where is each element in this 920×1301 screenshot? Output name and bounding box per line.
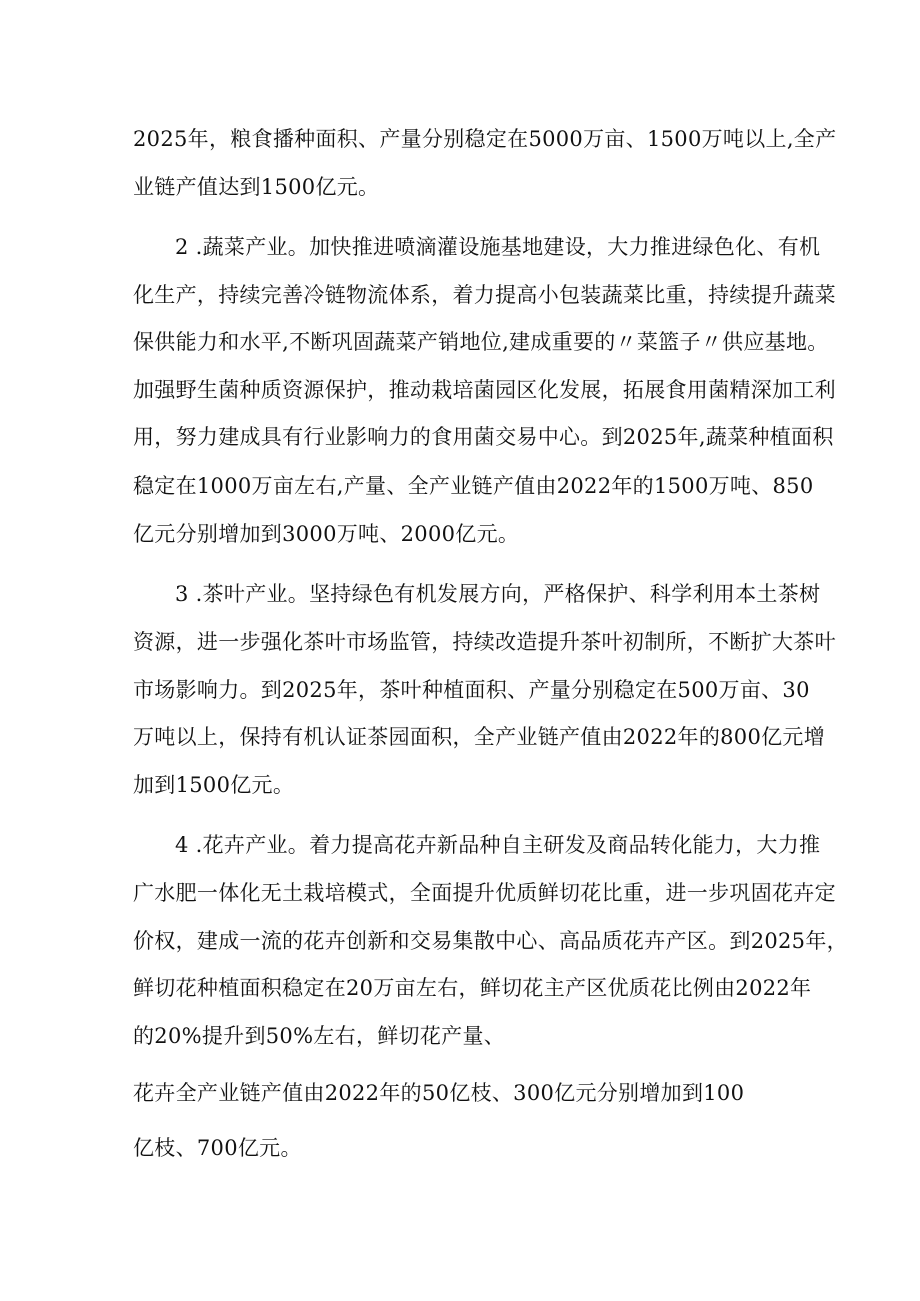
paragraph-tea-line-5: 加到1500亿元。 <box>133 773 295 797</box>
paragraph-grain-line-1: 2025年，粮食播种面积、产量分别稳定在5000万亩、1500万吨以上,全产 <box>133 127 837 151</box>
paragraph-vegetable-line-1: 2 .蔬菜产业。加快推进喷滴灌设施基地建设，大力推进绿色化、有机 <box>175 235 821 259</box>
paragraph-flower-line-1: 4 .花卉产业。着力提高花卉新品种自主研发及商品转化能力，大力推 <box>175 833 821 857</box>
paragraph-flower-line-4: 鲜切花种植面积稳定在20万亩左右，鲜切花主产区优质花比例由2022年 <box>133 976 812 1000</box>
paragraph-vegetable-line-2: 化生产，持续完善冷链物流体系，着力提高小包装蔬菜比重，持续提升蔬菜 <box>133 283 836 307</box>
paragraph-grain-line-2: 业链产值达到1500亿元。 <box>133 175 380 199</box>
paragraph-flower-line-6: 花卉全产业链产值由2022年的50亿枝、300亿元分别增加到100 <box>133 1081 745 1105</box>
paragraph-vegetable-line-3: 保供能力和水平,不断巩固蔬菜产销地位,建成重要的〃菜篮子〃供应基地。 <box>133 330 829 354</box>
paragraph-tea-line-4: 万吨以上，保持有机认证茶园面积，全产业链产值由2022年的800亿元增 <box>133 725 826 749</box>
paragraph-vegetable-line-7: 亿元分别增加到3000万吨、2000亿元。 <box>133 522 520 546</box>
paragraph-tea-line-1: 3 .茶叶产业。坚持绿色有机发展方向，严格保护、科学利用本土茶树 <box>175 582 821 606</box>
paragraph-flower-line-5: 的20%提升到50%左右，鲜切花产量、 <box>133 1024 506 1048</box>
paragraph-vegetable-line-4: 加强野生菌种质资源保护，推动栽培菌园区化发展，拓展食用菌精深加工利 <box>133 378 836 402</box>
paragraph-tea-line-3: 市场影响力。到2025年，茶叶种植面积、产量分别稳定在500万亩、30 <box>133 678 810 702</box>
paragraph-flower-line-7: 亿枝、700亿元。 <box>133 1136 302 1160</box>
paragraph-vegetable-line-6: 稳定在1000万亩左右,产量、全产业链产值由2022年的1500万吨、850 <box>133 474 814 498</box>
paragraph-flower-line-2: 广水肥一体化无土栽培模式，全面提升优质鲜切花比重，进一步巩固花卉定 <box>133 881 836 905</box>
paragraph-vegetable-line-5: 用，努力建成具有行业影响力的食用菌交易中心。到2025年,蔬菜种植面积 <box>133 425 834 449</box>
paragraph-flower-line-3: 价权，建成一流的花卉创新和交易集散中心、高品质花卉产区。到2025年， <box>133 929 848 953</box>
paragraph-tea-line-2: 资源，进一步强化茶叶市场监管，持续改造提升茶叶初制所，不断扩大茶叶 <box>133 630 836 654</box>
